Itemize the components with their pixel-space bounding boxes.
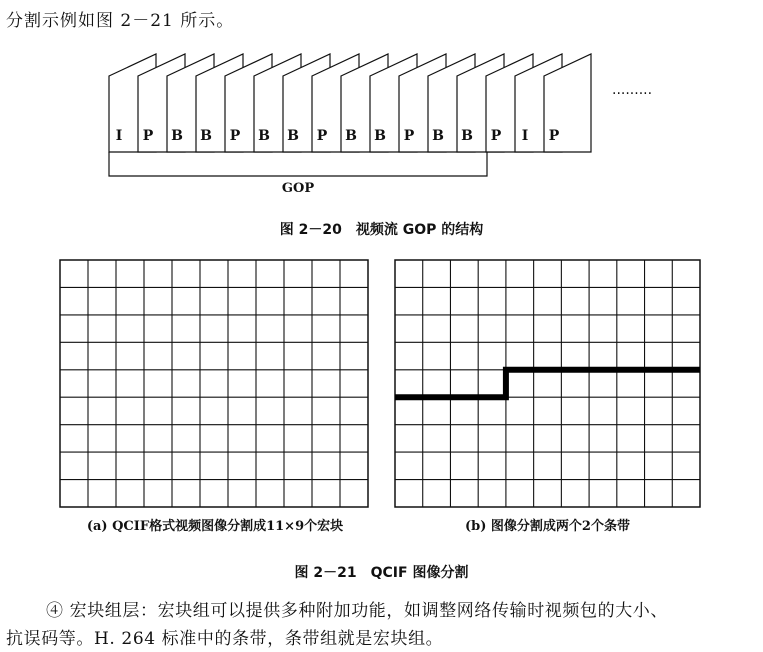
gop-frame-type-label: B xyxy=(287,128,299,144)
intro-text: 分割示例如图 2－21 所示。 xyxy=(6,11,235,31)
gop-frame-type-label: P xyxy=(490,128,502,144)
figure-2-21-caption: 图 2－21 QCIF 图像分割 xyxy=(294,565,469,581)
paragraph-line-2: 抗误码等。H. 264 标准中的条带，条带组就是宏块组。 xyxy=(6,629,444,649)
gop-frame-type-label: B xyxy=(461,128,473,144)
grid-b-border xyxy=(395,260,700,507)
gop-frame-type-label: P xyxy=(229,128,241,144)
figure-2-20-caption: 图 2－20 视频流 GOP 的结构 xyxy=(279,222,484,238)
subfigure-b-caption: (b) 图像分割成两个2个条带 xyxy=(465,519,630,534)
slice-boundary-line xyxy=(395,370,700,397)
gop-frame-type-label: P xyxy=(548,128,560,144)
subfigure-a-caption: (a) QCIF格式视频图像分割成11×9个宏块 xyxy=(86,519,344,534)
gop-frame-type-label: I xyxy=(115,128,123,144)
gop-frame-type-label: B xyxy=(432,128,444,144)
paragraph-line-1: ④ 宏块组层：宏块组可以提供多种附加功能，如调整网络传输时视频包的大小、 xyxy=(46,601,669,621)
gop-frame-type-label: P xyxy=(403,128,415,144)
gop-frame-type-label: B xyxy=(345,128,357,144)
gop-frame-type-label: P xyxy=(142,128,154,144)
gop-frame-type-label: I xyxy=(521,128,529,144)
gop-frame-type-label: B xyxy=(200,128,212,144)
gop-label: GOP xyxy=(281,181,315,196)
gop-frame-type-label: B xyxy=(374,128,386,144)
gop-frame-type-label: B xyxy=(171,128,183,144)
gop-frame-type-label: P xyxy=(316,128,328,144)
gop-continuation-dots: ········· xyxy=(612,86,653,102)
gop-frame-type-label: B xyxy=(258,128,270,144)
grid-a-border xyxy=(60,260,368,507)
